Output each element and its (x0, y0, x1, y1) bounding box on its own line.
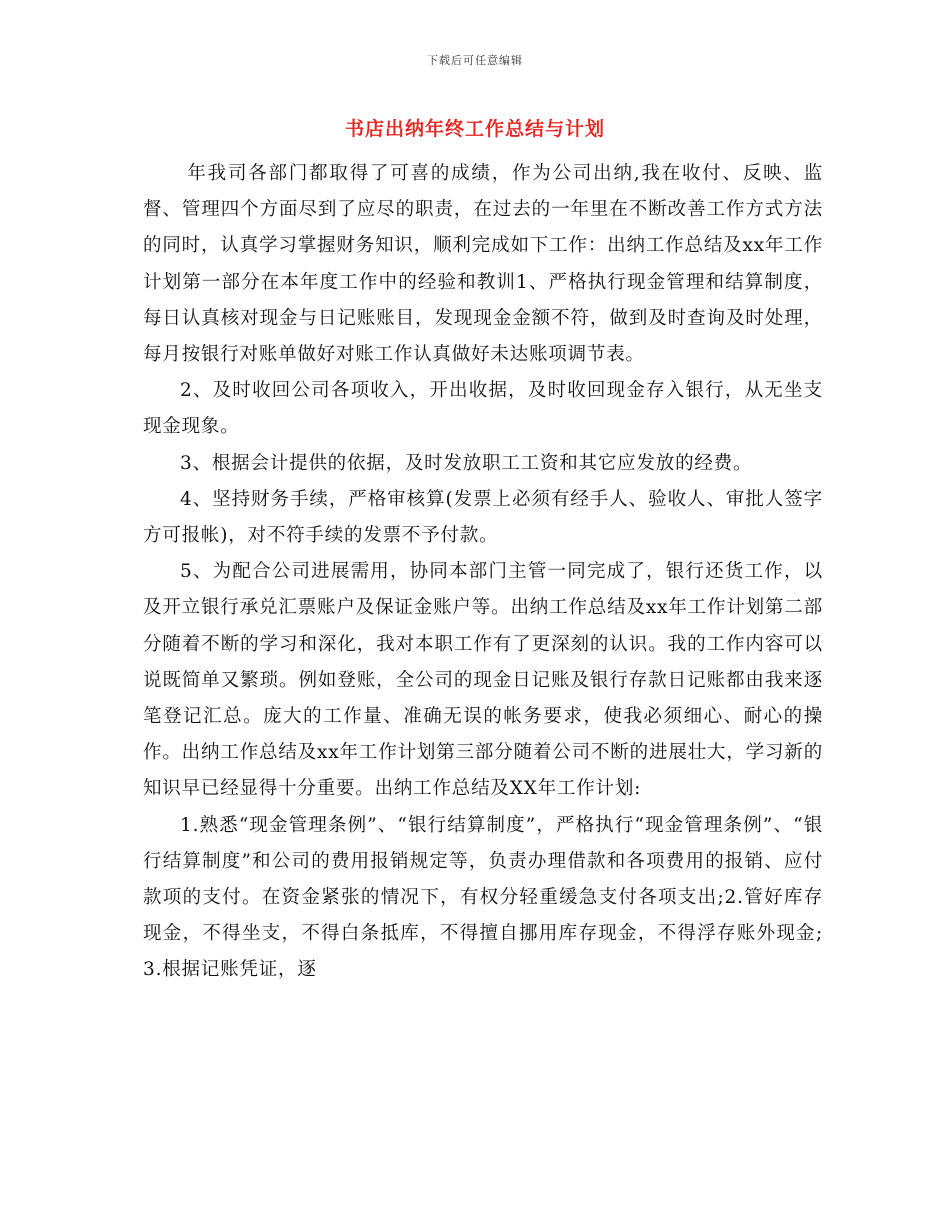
document-title: 书店出纳年终工作总结与计划 (344, 118, 605, 140)
paragraph-3: 3、根据会计提供的依据，及时发放职工工资和其它应发放的经费。 (180, 452, 753, 474)
paragraph-1: 年我司各部门都取得了可喜的成绩，作为公司出纳,我在收付、反映、监督、管理四个方面尽到了应尽的职责，在过去的一年里在不断改善工作方式方法的同时，认真学习掌握财务知识，顺利完成如下工作：出纳工作总结及xx年工作计划第一部分在本年度工作中的经验和教训1、严格执行现金管理和结算制度，每日认真核对现金与日记账账目，发现现金金额不符，做到及时查询及时处理，每月按银行对账单做好对账工作认真做好未达账项调节表。 (143, 163, 823, 366)
header-note: 下载后可任意编辑 (427, 54, 523, 67)
paragraph-4: 4、坚持财务手续，严格审核算(发票上必须有经手人、验收人、审批人签字方可报帐)，对不符手续的发票不予付款。 (143, 488, 823, 547)
paragraph-6: 1.熟悉“现金管理条例”、“银行结算制度”，严格执行“现金管理条例”、“银行结算制度”和公司的费用报销规定等，负责办理借款和各项费用的报销、应付款项的支付。在资金紧张的情况下，有权分轻重缓急支付各项支出;2.管好库存现金，不得坐支，不得白条抵库，不得擅自挪用库存现金，不得浮存账外现金;3.根据记账凭证，逐 (143, 814, 823, 981)
document-body (143, 156, 823, 989)
paragraph-2: 2、及时收回公司各项收入，开出收据，及时收回现金存入银行，从无坐支现金现象。 (143, 380, 823, 438)
paragraph-5: 5、为配合公司进展需用，协同本部门主管一同完成了，银行还货工作，以及开立银行承兑汇票账户及保证金账户等。出纳工作总结及xx年工作计划第二部分随着不断的学习和深化，我对本职工作有了更深刻的认识。我的工作内容可以说既简单又繁琐。例如登账，全公司的现金日记账及银行存款日记账都由我来逐笔登记汇总。庞大的工作量、准确无误的帐务要求，使我必须细心、耐心的操作。出纳工作总结及xx年工作计划第三部分随着公司不断的进展壮大，学习新的知识早已经显得十分重要。出纳工作总结及XX年工作计划: (143, 561, 823, 800)
